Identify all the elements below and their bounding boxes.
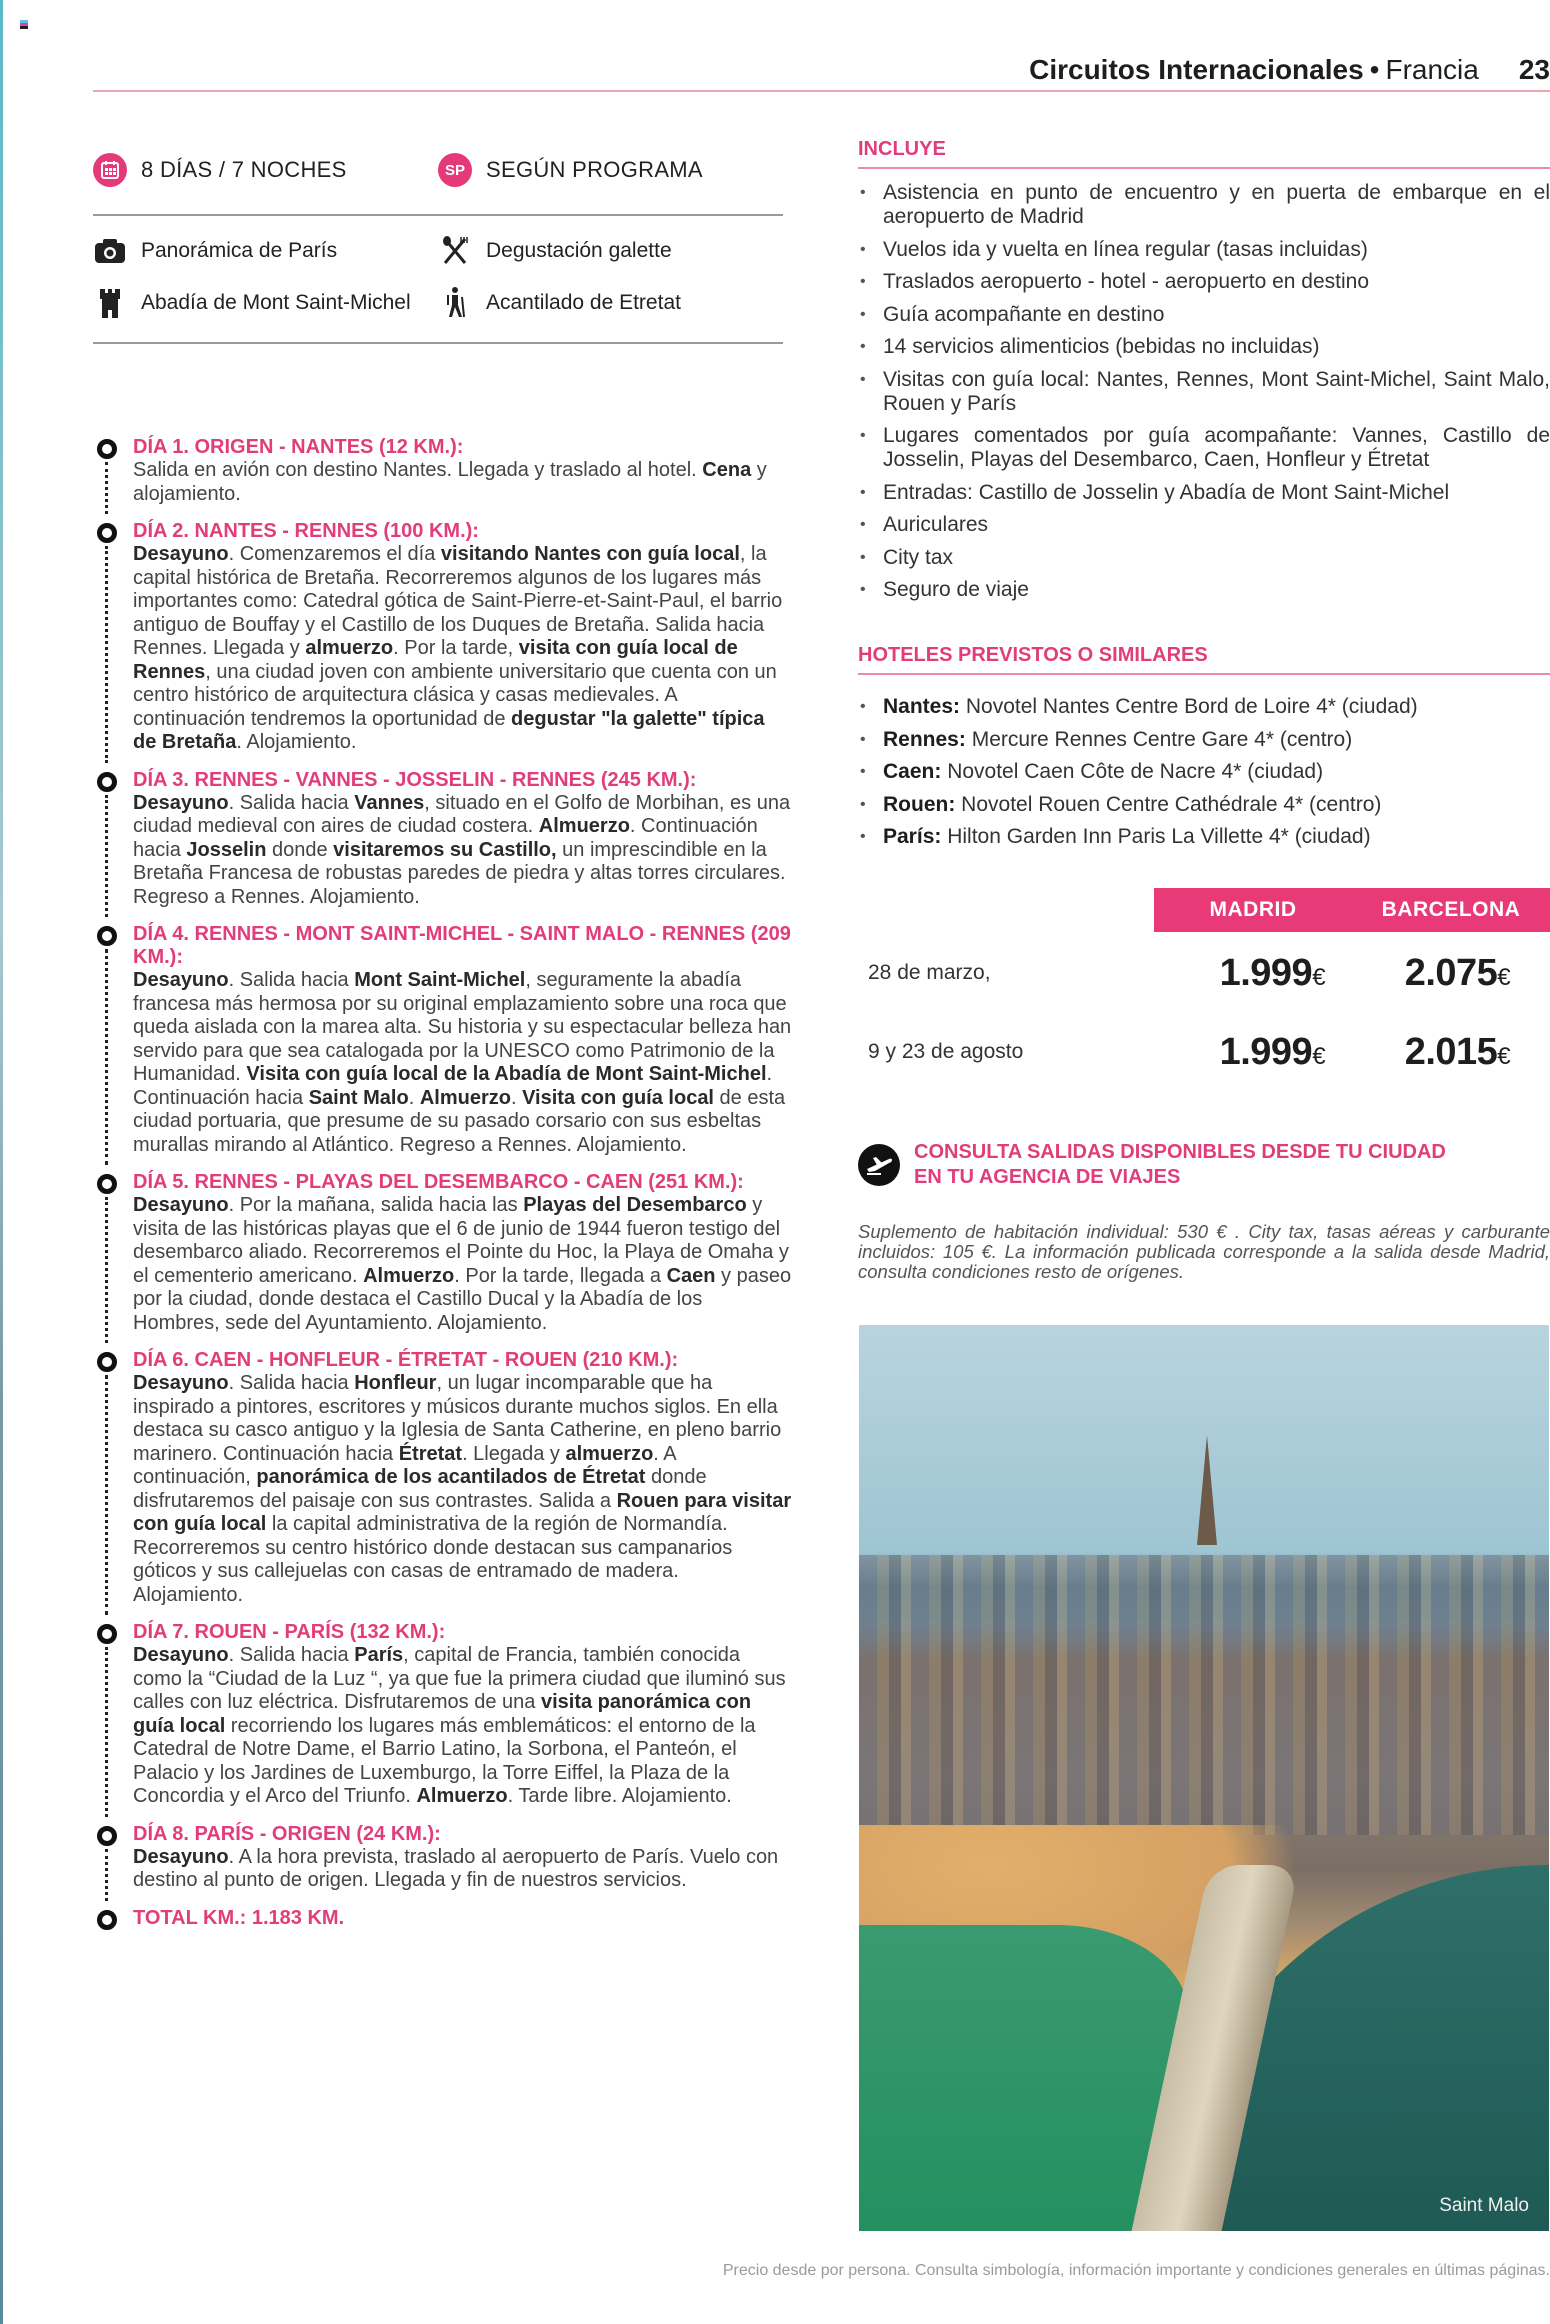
- includes-item: • 14 servicios alimenticios (bebidas no incluidas): [858, 335, 1550, 359]
- bold-text: visitando Nantes con guía local: [440, 543, 740, 565]
- itinerary-day: [93, 1349, 793, 1607]
- hotel-city: París:: [883, 825, 942, 848]
- text: , situado en el Golfo de Morbihan, es una ciudad medieval con aires de ciudad costera.: [133, 791, 791, 837]
- photo-cathedral-spire: [1197, 1435, 1217, 1545]
- trip-details: [858, 138, 1550, 858]
- trip-summary: [93, 140, 783, 358]
- bold-text: Cena: [702, 459, 752, 481]
- country-name: Francia: [1385, 54, 1479, 85]
- highlight-label: Degustación galette: [486, 239, 672, 262]
- hotel-name: Hilton Garden Inn Paris La Villette 4* (ciudad): [947, 825, 1371, 848]
- text: . Por la tarde,: [393, 637, 519, 659]
- photo-city-rooftops: [859, 1555, 1549, 1835]
- hotel-city: Rouen:: [883, 792, 956, 816]
- text: . Alojamiento.: [236, 731, 357, 753]
- includes-list: [858, 181, 1550, 602]
- text: de esta ciudad portuaria, que presume de su pasado corsario con sus esbeltas murallas mirando al Atlántico. Regreso a Rennes. Alojamiento.: [133, 1086, 786, 1156]
- highlight-item: [93, 286, 438, 320]
- duration-fact: [93, 153, 438, 187]
- itinerary-day: [93, 923, 793, 1157]
- itinerary-day: [93, 436, 793, 506]
- price-row: [858, 1027, 1550, 1077]
- bold-text: Visita con guía local: [522, 1086, 714, 1109]
- day-description: [133, 969, 793, 1157]
- text: y visita de las históricas playas que el 6 de junio de 1944 fueron testigo del desembarco aliado. Recorreremos el Pointe du Hoc, la Playa de Omaha y el cementerio americano.: [133, 1194, 789, 1287]
- bold-text: Desayuno: [133, 1194, 229, 1216]
- departure-date: 9 y 23 de agosto: [868, 1040, 1024, 1063]
- bold-text: visita con guía local de Rennes: [133, 637, 738, 683]
- currency-symbol: €: [1497, 963, 1511, 991]
- divider: [93, 214, 783, 216]
- calendar-icon: [93, 153, 127, 187]
- timeline-dotted-line: [105, 1647, 108, 1817]
- timeline-dotted-line: [105, 546, 108, 763]
- bold-text: Playas del Desembarco: [523, 1194, 747, 1216]
- text: , capital de Francia, también conocida como la “Ciudad de la Luz “, ya que fue la primera ciudad que iluminó sus calles con luz eléctrica. Disfrutaremos de una: [133, 1644, 786, 1713]
- day-title: DÍA 5. RENNES - PLAYAS DEL DESEMBARCO - CAEN (251 KM.):: [133, 1171, 744, 1193]
- departure-date: 28 de marzo,: [868, 961, 991, 984]
- header-title: [1029, 54, 1550, 86]
- hotel-item: [858, 728, 1550, 752]
- hotel-item: [858, 793, 1550, 817]
- bold-text: panorámica de los acantilados de Étretat: [256, 1466, 646, 1488]
- bold-text: Étretat: [398, 1442, 463, 1465]
- consult-departures-banner: [858, 1140, 1550, 1190]
- day-description: [133, 1194, 793, 1335]
- day-title: DÍA 3. RENNES - VANNES - JOSSELIN - RENNES (245 KM.):: [133, 768, 697, 791]
- includes-title: INCLUYE: [858, 138, 1550, 169]
- hotel-city: Nantes:: [883, 695, 961, 718]
- text: donde: [266, 838, 334, 861]
- text: , una ciudad joven con ambiente universitario que cuenta con un centro histórico de arquitectura clásica y casas medievales. A continuación tendremos la oportunidad de: [133, 660, 777, 730]
- page-header: [93, 50, 1550, 92]
- price-madrid: [1180, 1031, 1365, 1074]
- includes-item: • Guía acompañante en destino: [858, 303, 1550, 327]
- itinerary-day: [93, 1171, 793, 1335]
- timeline-dot-icon: [97, 1910, 117, 1930]
- timeline-dot-icon: [97, 1826, 117, 1846]
- hotel-name: Novotel Nantes Centre Bord de Loire 4* (ciudad): [965, 695, 1418, 718]
- column-barcelona: BARCELONA: [1381, 898, 1521, 921]
- highlight-item: [438, 234, 783, 268]
- includes-item: • Asistencia en punto de encuentro y en puerta de embarque en el aeropuerto de Madrid: [858, 181, 1550, 229]
- day-title: DÍA 6. CAEN - HONFLEUR - ÉTRETAT - ROUEN (210 KM.):: [133, 1349, 679, 1371]
- timeline-dot-icon: [97, 926, 117, 946]
- price-barcelona: [1365, 952, 1550, 995]
- divider: [93, 342, 783, 344]
- day-title: DÍA 8. PARÍS - ORIGEN (24 KM.):: [133, 1822, 441, 1845]
- hotels-list: [858, 695, 1550, 849]
- includes-item: • Visitas con guía local: Nantes, Rennes, Mont Saint-Michel, Saint Malo, Rouen y París: [858, 368, 1550, 416]
- photo-caption: Saint Malo: [1439, 2195, 1529, 2216]
- day-title: DÍA 7. ROUEN - PARÍS (132 KM.):: [133, 1621, 446, 1643]
- footer-note: Precio desde por persona. Consulta simbología, información importante y condiciones generales en últimas páginas.: [722, 2262, 1550, 2279]
- includes-item: • City tax: [858, 546, 1550, 570]
- price-value: 2.015: [1404, 1030, 1498, 1073]
- timeline-dot-icon: [97, 1352, 117, 1372]
- timeline-dotted-line: [105, 949, 108, 1165]
- page-edge-strip: [0, 0, 3, 2324]
- itinerary-day: [93, 1621, 793, 1809]
- text: . Llegada y: [462, 1442, 566, 1465]
- highlight-label: Panorámica de París: [141, 239, 338, 262]
- duration-label: 8 DÍAS / 7 NOCHES: [141, 157, 347, 182]
- bold-text: Desayuno: [133, 1845, 229, 1868]
- bold-text: almuerzo: [565, 1442, 654, 1465]
- hotel-item: [858, 695, 1550, 719]
- text: , la capital histórica de Bretaña. Recorreremos algunos de los lugares más importantes como: Catedral gótica de Saint-Pierre-et-Saint-Paul, el barrio antiguo de Bouffay y el Castillo de los Duques de Bretaña. Salida hacia Rennes. Llegada y: [133, 543, 783, 659]
- includes-item: • Seguro de viaje: [858, 578, 1550, 602]
- header-separator: •: [1369, 54, 1380, 85]
- text: . Salida hacia: [228, 969, 355, 991]
- bold-text: Honfleur: [354, 1372, 437, 1394]
- day-description: [133, 1372, 793, 1607]
- day-description: [133, 1644, 793, 1809]
- bold-text: Desayuno: [133, 543, 229, 565]
- timeline-dot-icon: [97, 523, 117, 543]
- bold-text: Desayuno: [133, 791, 229, 814]
- text: . Comenzaremos el día: [228, 543, 441, 565]
- text: un imprescindible en la Bretaña Francesa de robustas paredes de piedra y altas torres circulares. Regreso a Rennes. Alojamiento.: [133, 838, 786, 908]
- page-number: 23: [1518, 54, 1550, 85]
- includes-item: • Lugares comentados por guía acompañante: Vannes, Castillo de Josselin, Playas del Desembarco, Caen, Honfleur y Étretat: [858, 424, 1550, 472]
- day-title: DÍA 1. ORIGEN - NANTES (12 KM.):: [133, 436, 464, 458]
- day-description: [133, 459, 793, 506]
- text: . Tarde libre. Alojamiento.: [507, 1785, 732, 1807]
- camera-icon: [93, 234, 127, 268]
- bold-text: Desayuno: [133, 1644, 229, 1666]
- text: .: [510, 1086, 523, 1109]
- bold-text: almuerzo: [305, 637, 394, 659]
- highlight-label: Acantilado de Etretat: [486, 291, 681, 314]
- hotel-name: Novotel Rouen Centre Cathédrale 4* (centro): [961, 792, 1382, 816]
- itinerary-day: [93, 769, 793, 910]
- bold-text: Almuerzo: [416, 1785, 508, 1807]
- timeline-dotted-line: [105, 1197, 108, 1343]
- hotels-title: HOTELES PREVISTOS O SIMILARES: [858, 644, 1550, 675]
- bold-text: Almuerzo: [363, 1264, 455, 1287]
- bold-text: Almuerzo: [419, 1086, 511, 1109]
- timeline-dot-icon: [97, 1624, 117, 1644]
- day-title: TOTAL KM.: 1.183 KM.: [133, 1906, 345, 1929]
- currency-symbol: €: [1312, 1042, 1326, 1070]
- bold-text: París: [354, 1644, 404, 1666]
- meal-plan-label: SEGÚN PROGRAMA: [486, 157, 703, 182]
- bold-text: Saint Malo: [308, 1086, 409, 1109]
- highlight-item: [93, 234, 438, 268]
- timeline-dotted-line: [105, 462, 108, 514]
- timeline-dot-icon: [97, 1174, 117, 1194]
- trip-facts: [93, 140, 783, 200]
- bold-text: Josselin: [186, 838, 267, 861]
- includes-item: • Entradas: Castillo de Josselin y Abadía de Mont Saint-Michel: [858, 481, 1550, 505]
- hotel-city: Rennes:: [883, 727, 966, 751]
- print-registration-mark: [20, 20, 28, 29]
- bold-text: Vannes: [354, 791, 425, 814]
- supplement-notes: Suplemento de habitación individual: 530 € . City tax, tasas aéreas y carburante incluidos: 105 €. La información publicada corresponde a la salida desde Madrid, consulta condiciones resto de orígenes.: [858, 1221, 1550, 1282]
- hotel-name: Novotel Caen Côte de Nacre 4* (ciudad): [947, 760, 1324, 783]
- timeline-dotted-line: [105, 1849, 108, 1901]
- text: . A continuación,: [133, 1442, 676, 1488]
- bold-text: visitaremos su Castillo,: [333, 838, 557, 861]
- text: . Continuación hacia: [133, 1063, 773, 1109]
- consult-text: [914, 1140, 1446, 1190]
- highlight-item: [438, 286, 783, 320]
- photo-sea-left: [859, 1925, 1189, 2231]
- cutlery-icon: [438, 234, 472, 268]
- includes-item: • Auriculares: [858, 513, 1550, 537]
- castle-tower-icon: [93, 286, 127, 320]
- text: la capital administrativa de la región de Normandía. Recorreremos su centro histórico donde destacan sus campanarios góticos y sus callejuelas con casas de entramado de madera. Alojamiento.: [133, 1513, 733, 1606]
- highlight-label: Abadía de Mont Saint-Michel: [141, 291, 411, 314]
- price-row: [858, 948, 1550, 998]
- text: , seguramente la abadía francesa más hermosa por su original emplazamiento sobre una roca que queda aislada con la marea alta. Su historia y su espectacular belleza han servido para que sea catalogada por la UNESCO como Patrimonio de la Humanidad.: [133, 969, 792, 1085]
- text: recorriendo los lugares más emblemáticos: el entorno de la Catedral de Notre Dame, el Barrio Latino, la Sorbona, el Panteón, el Palacio y los Jardines de Luxemburgo, la Torre Eiffel, la Plaza de la Concordia y el Arco del Triunfo.: [133, 1714, 756, 1807]
- timeline-dotted-line: [105, 1375, 108, 1615]
- bold-text: Rouen para visitar con guía local: [133, 1489, 792, 1535]
- bold-text: Almuerzo: [538, 815, 630, 837]
- currency-symbol: €: [1497, 1042, 1511, 1070]
- day-description: [133, 543, 793, 755]
- highlights-grid: [93, 230, 783, 320]
- bold-text: visita panorámica con guía local: [133, 1691, 752, 1737]
- price-barcelona: [1365, 1031, 1550, 1074]
- text: y alojamiento.: [133, 459, 767, 505]
- price-value: 2.075: [1404, 951, 1498, 994]
- bold-text: Visita con guía local de la Abadía de Mont Saint-Michel: [246, 1063, 767, 1085]
- saint-malo-photo: [859, 1325, 1549, 2231]
- day-title: DÍA 2. NANTES - RENNES (100 KM.):: [133, 520, 479, 542]
- price-table-header: [1154, 888, 1550, 932]
- airplane-takeoff-icon: [858, 1144, 900, 1186]
- currency-symbol: €: [1312, 963, 1326, 991]
- text: . A la hora prevista, traslado al aeropuerto de París. Vuelo con destino al punto de origen. Llegada y fin de nuestros servicios.: [133, 1845, 779, 1891]
- bold-text: Caen: [666, 1264, 716, 1287]
- text: .: [408, 1086, 420, 1109]
- itinerary-day: [93, 1823, 793, 1893]
- section-title: Circuitos Internacionales: [1029, 54, 1364, 85]
- consult-line-2: EN TU AGENCIA DE VIAJES: [914, 1166, 1181, 1188]
- hotel-name: Mercure Rennes Centre Gare 4* (centro): [971, 727, 1353, 751]
- text: , un lugar incomparable que ha inspirado a pintores, escritores y músicos durante muchos siglos. En ella destaca su casco antiguo y la Iglesia de Santa Catherine, en pleno barrio marinero. Continuación hacia: [133, 1372, 782, 1465]
- text: . Salida hacia: [228, 1644, 355, 1666]
- includes-item: • Vuelos ida y vuelta en línea regular (tasas incluidas): [858, 238, 1550, 262]
- bold-text: Mont Saint-Michel: [354, 969, 526, 991]
- text: . Continuación hacia: [133, 815, 758, 861]
- text: Salida en avión con destino Nantes. Llegada y traslado al hotel.: [133, 459, 703, 481]
- meal-plan-fact: [438, 153, 783, 187]
- itinerary-day: [93, 520, 793, 755]
- consult-line-1: CONSULTA SALIDAS DISPONIBLES DESDE TU CIUDAD: [914, 1141, 1446, 1163]
- itinerary-day: [93, 1907, 793, 1930]
- column-madrid: MADRID: [1209, 898, 1297, 921]
- text: . Salida hacia: [228, 791, 355, 814]
- price-value: 1.999: [1219, 951, 1313, 994]
- day-title: DÍA 4. RENNES - MONT SAINT-MICHEL - SAINT MALO - RENNES (209 KM.):: [133, 923, 791, 968]
- text: . Salida hacia: [228, 1372, 355, 1394]
- text: y paseo por la ciudad, donde destaca el Castillo Ducal y la Abadía de los Hombres, sede del Ayuntamiento. Alojamiento.: [133, 1264, 792, 1334]
- day-description: [133, 1846, 793, 1893]
- timeline-dot-icon: [97, 772, 117, 792]
- price-value: 1.999: [1219, 1030, 1313, 1073]
- text: . Por la tarde, llegada a: [454, 1264, 667, 1287]
- bold-text: Desayuno: [133, 969, 229, 991]
- itinerary: [93, 436, 793, 1944]
- text: donde disfrutaremos del paisaje con sus contrastes. Salida a: [133, 1466, 707, 1512]
- includes-item: • Traslados aeropuerto - hotel - aeropuerto en destino: [858, 270, 1550, 294]
- day-description: [133, 792, 793, 910]
- timeline-dot-icon: [97, 439, 117, 459]
- bold-text: degustar "la galette" típica de Bretaña: [133, 707, 765, 753]
- hotel-item: [858, 825, 1550, 849]
- timeline-dotted-line: [105, 795, 108, 918]
- bold-text: Desayuno: [133, 1372, 229, 1394]
- hotel-city: Caen:: [883, 760, 942, 783]
- hiker-icon: [438, 286, 472, 320]
- hotel-item: [858, 760, 1550, 784]
- text: . Por la mañana, salida hacia las: [228, 1194, 524, 1216]
- meal-plan-badge-icon: SP: [438, 153, 472, 187]
- price-madrid: [1180, 952, 1365, 995]
